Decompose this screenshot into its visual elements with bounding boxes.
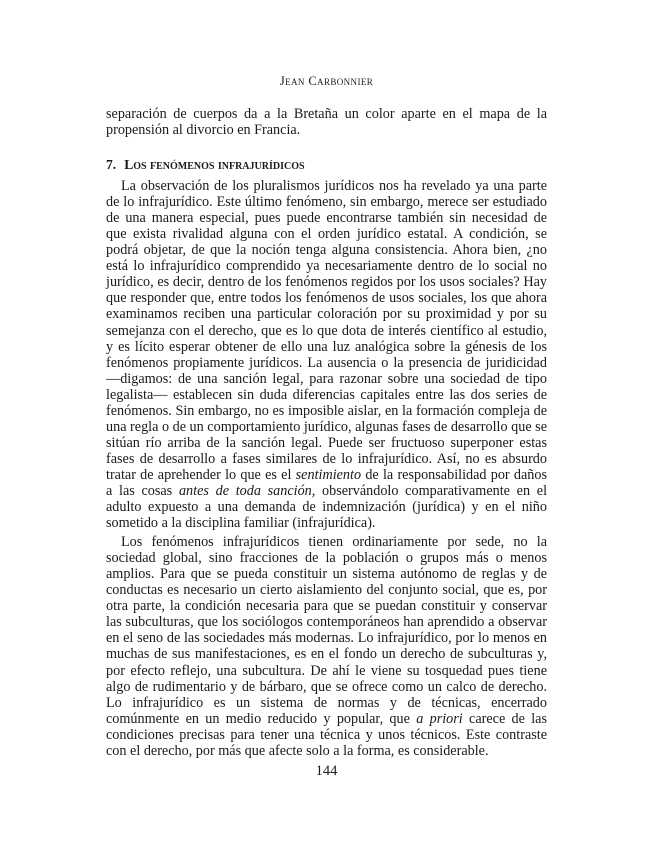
paragraph-text: observándolo comparativamente en el adulto expuesto a una demanda de indemnización (jurídica) y en el niño sometido a la disciplina familiar (infrajurídica). [106,482,548,532]
paragraph-text: Los fenómenos infrajurídicos tienen ordinariamente por sede, no la sociedad global, sino fracciones de la población o grupos más o menos amplios. Para que se pueda constituir un sistema autónomo de reglas y de conductas es necesario un cierto aislamiento del conjunto social, que es, por otra parte, la condición necesaria para que se puedan constituir y conservar las subculturas, que los sociólogos contemporáneos han aprendido a observar en el seno de las sociedades más modernas. Lo infrajurídico, por lo menos en muchas de sus manifestaciones, es en el fondo un derecho de subculturas y, por efecto reflejo, una subcultura. De ahí le viene su tosquedad pues tiene algo de rudimentario y de bárbaro, que se ofrece como un calco de derecho. Lo infrajurídico es un sistema de normas y de técnicas, encerrado comúnmente en un medio reducido y popular, que [106,534,547,727]
emphasis-text: sentimiento [295,466,362,483]
emphasis-text: antes de toda sanción, [178,482,316,499]
paragraph-continuation: separación de cuerpos da a la Bretaña un color aparte en el mapa de la propensión al divorcio en Francia. [106,106,547,139]
page-number: 144 [315,763,338,779]
section-heading [106,157,547,173]
paragraph [106,178,547,531]
running-head: Jean Carbonnier [279,74,374,88]
emphasis-text: a priori [416,710,463,727]
paragraph-text: carece de las condiciones precisas para tener una técnica y unos técnicos. Este contraste con el derecho, por más que afecte solo a la forma, es considerable. [106,710,547,759]
section-number: 7. [106,157,117,173]
body-text [106,106,547,759]
paragraph [106,534,547,759]
paragraph-text: de la responsabilidad por daños a las cosas [106,466,548,499]
paragraph-text: La observación de los pluralismos jurídicos nos ha revelado ya una parte de lo infrajurídico. Este último fenómeno, sin embargo, merece ser estudiado de una manera especial, pues puede encontrarse también sin necesidad de que exista rivalidad alguna con el orden jurídico estatal. A condición, se podrá objetar, de que la noción tenga alguna consistencia. Ahora bien, ¿no está lo infrajurídico comprendido ya necesariamente dentro de lo social no jurídico, es decir, dentro de los fenómenos regidos por los usos sociales? Hay que responder que, entre todos los fenómenos de usos sociales, los que ahora examinamos reciben una particular coloración por su proximidad y por su semejanza con el derecho, que es lo que dota de interés científico al estudio, y es lícito esperar obtener de ello una luz analógica sobre la génesis de los fenómenos propiamente jurídicos. La ausencia o la presencia de juridicidad —digamos: de una sanción legal, para razonar sobre una sociedad de tipo legalista— establecen sin duda diferencias capitales entre las dos series de fenómenos. Sin embargo, no es imposible aislar, en la formación compleja de una regla o de un comportamiento jurídico, algunas fases de desarrollo que se sitúan río arriba de la sanción legal. Puede ser fructuoso superponer estas fases de desarrollo a fases similares de lo infrajurídico. Así, no es absurdo tratar de aprehender lo que es el [106,178,547,483]
section-title: Los fenómenos infrajurídicos [124,157,305,173]
book-page [106,0,547,848]
